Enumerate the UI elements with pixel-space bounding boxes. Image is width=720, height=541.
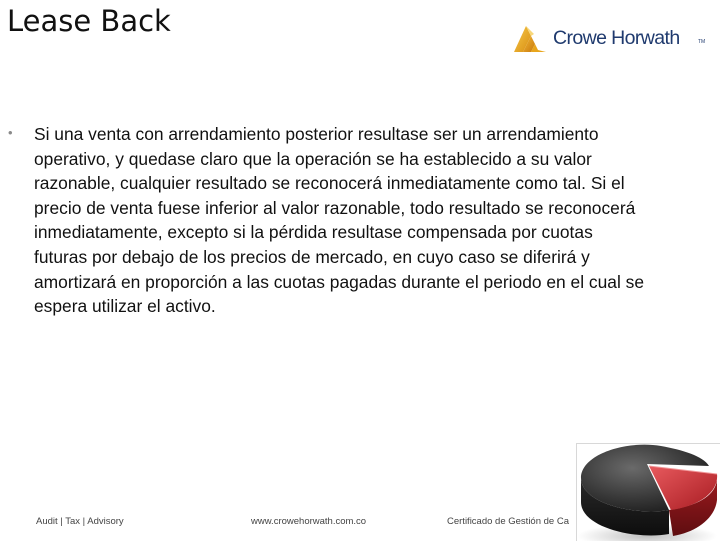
logo-trademark: TM (698, 39, 706, 45)
slide-content (8, 122, 648, 319)
logo-brand-name: Crowe Horwath (553, 27, 680, 49)
bullet-text: Si una venta con arrendamiento posterior resultase ser un arrendamiento operativo, y quedase claro que la operación se ha establecido a su valor razonable, cualquier resultado se reconocerá inmediatamente como tal. Si el precio de venta fuese inferior al valor razonable, todo resultado se reconocerá inmediatamente, excepto si la pérdida resultase compensada por cuotas futuras por debajo de los precios de mercado, en cuyo caso se diferirá y amortizará en proporción a las cuotas pagadas durante el periodo en el cual se espera utilizar el activo. (34, 124, 645, 317)
footer-services: Audit | Tax | Advisory (36, 516, 124, 527)
pie-chart-3d-icon (577, 444, 720, 541)
crowe-logo-mark-icon (512, 22, 548, 54)
crowe-horwath-logo (512, 22, 707, 56)
footer-website: www.crowehorwath.com.co (251, 516, 367, 527)
pie-chart-decoration (576, 443, 720, 541)
bullet-item (8, 122, 648, 319)
slide-title: Lease Back (7, 4, 171, 38)
footer-certificate: Certificado de Gestión de Ca (447, 516, 569, 527)
bullet-marker: • (8, 125, 13, 140)
